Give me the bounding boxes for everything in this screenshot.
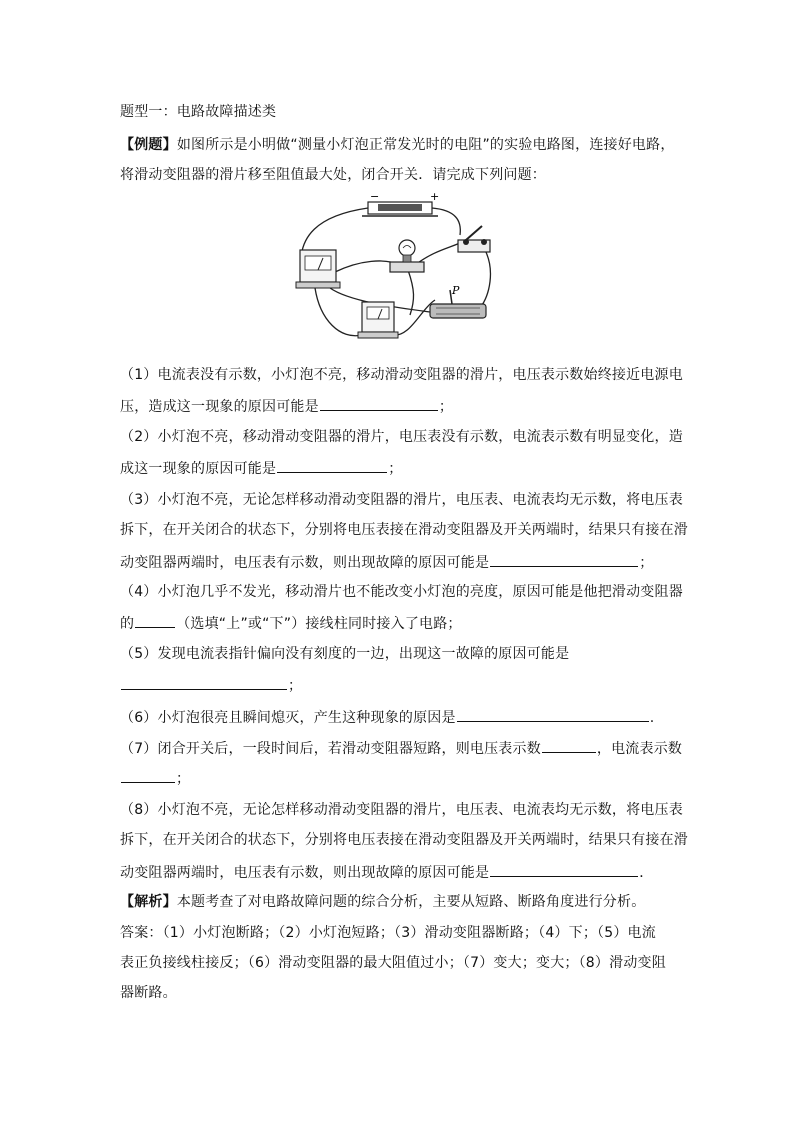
- q6-text-1a: （6）小灯泡很亮且瞬间熄灭，产生这种现象的原因是: [120, 710, 456, 726]
- analysis-tag: 【解析】: [120, 894, 177, 910]
- q3-line-2: [120, 521, 688, 539]
- section-title-text: 题型一：电路故障描述类: [120, 104, 277, 120]
- q8-line-2: [120, 831, 688, 849]
- wire-bulb-voltmeter: [408, 270, 414, 315]
- answer-line-2: [120, 954, 666, 972]
- circuit-figure: [290, 190, 500, 350]
- q5-answer-blank: [121, 675, 287, 690]
- q3-text-3a: 动变阻器两端时，电压表有示数，则出现故障的原因可能是: [120, 555, 490, 571]
- q4-text-1: （4）小灯泡几乎不发光，移动滑片也不能改变小灯泡的亮度，原因可能是他把滑动变阻器: [120, 584, 683, 600]
- analysis-line: [120, 893, 645, 911]
- analysis-text: 本题考查了对电路故障问题的综合分析，主要从短路、断路角度进行分析。: [176, 894, 646, 910]
- q3-line-1: [120, 491, 683, 509]
- q3-text-3b: ；: [639, 555, 654, 571]
- bulb-icon: [390, 240, 424, 272]
- q7-voltage-blank: [542, 738, 596, 753]
- q8-text-3a: 动变阻器两端时，电压表有示数，则出现故障的原因可能是: [120, 865, 490, 881]
- q7-text-2b: ；: [176, 771, 191, 787]
- voltmeter-icon: [358, 302, 398, 338]
- q2-line-2: [120, 458, 402, 478]
- q3-text-1: （3）小灯泡不亮，无论怎样移动滑动变阻器的滑片，电压表、电流表均无示数，将电压表: [120, 492, 683, 508]
- q7-line-1: [120, 738, 682, 758]
- q1-answer-blank: [320, 396, 438, 411]
- battery-plus-label: +: [430, 190, 440, 203]
- slider-p-label: P: [452, 284, 460, 297]
- q5-text-1: （5）发现电流表指针偏向没有刻度的一边，出现这一故障的原因可能是: [120, 646, 570, 662]
- q7-text-1a: （7）闭合开关后，一段时间后，若滑动变阻器短路，则电压表示数: [120, 741, 541, 757]
- q5-line-2: [120, 675, 302, 695]
- q4-answer-blank: [135, 613, 175, 628]
- q2-line-1: [120, 428, 683, 446]
- q7-text-1b: ，电流表示数: [596, 741, 683, 757]
- q4-text-2b: （选填“上”或“下”）接线柱同时接入了电路；: [176, 616, 462, 632]
- answer-text-1: 答案：（1）小灯泡断路；（2）小灯泡短路；（3）滑动变阻器断路；（4）下；（5）电流: [120, 925, 656, 941]
- q3-text-2: 拆下，在开关闭合的状态下，分别将电压表接在滑动变阻器及开关两端时，结果只有接在滑: [120, 522, 688, 538]
- q8-text-3b: ．: [639, 865, 654, 881]
- q4-line-2: [120, 613, 462, 633]
- example-tag: 【例题】: [120, 137, 177, 153]
- ammeter-icon: [296, 250, 340, 288]
- q8-line-1: [120, 801, 683, 819]
- answer-line-3: [120, 984, 177, 1002]
- q2-answer-blank: [277, 458, 387, 473]
- q7-line-2: [120, 768, 190, 788]
- rheostat-icon: [430, 284, 486, 318]
- answer-line-1: [120, 924, 656, 942]
- wire-battery-right: [432, 208, 460, 235]
- answer-text-2: 表正负接线柱接反；（6）滑动变阻器的最大阻值过小；（7）变大；变大；（8）滑动变阻: [120, 955, 666, 971]
- example-text-1: 如图所示是小明做“测量小灯泡正常发光时的电阻”的实验电路图，连接好电路，: [176, 137, 675, 153]
- q2-text-2a: 成这一现象的原因可能是: [120, 461, 277, 477]
- q6-text-1b: .: [649, 710, 655, 726]
- q8-line-3: [120, 862, 653, 882]
- battery-minus-label: −: [370, 190, 380, 203]
- q1-text-2a: 压，造成这一现象的原因可能是: [120, 399, 319, 415]
- section-title: [120, 103, 276, 121]
- q1-text-2b: ；: [438, 399, 454, 415]
- example-line-1: [120, 136, 675, 154]
- q3-answer-blank: [490, 552, 638, 567]
- wire-switch-rheostat: [480, 250, 490, 308]
- q2-text-2b: ；: [388, 461, 403, 477]
- q4-text-2a: 的: [120, 616, 135, 632]
- example-line-2: [120, 166, 546, 184]
- q5-text-2b: ；: [288, 678, 303, 694]
- switch-icon: [458, 226, 490, 252]
- q8-text-1: （8）小灯泡不亮，无论怎样移动滑动变阻器的滑片，电压表、电流表均无示数，将电压表: [120, 802, 683, 818]
- answer-text-3: 器断路。: [120, 985, 177, 1001]
- wire-voltmeter-left: [315, 288, 362, 336]
- q3-line-3: [120, 552, 653, 572]
- example-text-2: 将滑动变阻器的滑片移至阻值最大处，闭合开关．请完成下列问题：: [120, 167, 546, 183]
- q2-text-1: （2）小灯泡不亮，移动滑动变阻器的滑片，电压表没有示数，电流表示数有明显变化，造: [120, 429, 683, 445]
- q8-text-2: 拆下，在开关闭合的状态下，分别将电压表接在滑动变阻器及开关两端时，结果只有接在滑: [120, 832, 688, 848]
- q1-line-1: [120, 366, 683, 384]
- q5-line-1: [120, 645, 569, 663]
- q1-text-1: （1）电流表没有示数，小灯泡不亮，移动滑动变阻器的滑片，电压表示数始终接近电源电: [120, 367, 683, 383]
- q1-line-2: [120, 396, 453, 416]
- battery-icon: [362, 190, 439, 216]
- q4-line-1: [120, 583, 683, 601]
- q8-answer-blank: [490, 862, 638, 877]
- q6-answer-blank: [457, 707, 649, 722]
- q6-line-1: [120, 707, 654, 727]
- wire-voltmeter-right: [392, 300, 435, 335]
- q7-current-blank: [121, 768, 175, 783]
